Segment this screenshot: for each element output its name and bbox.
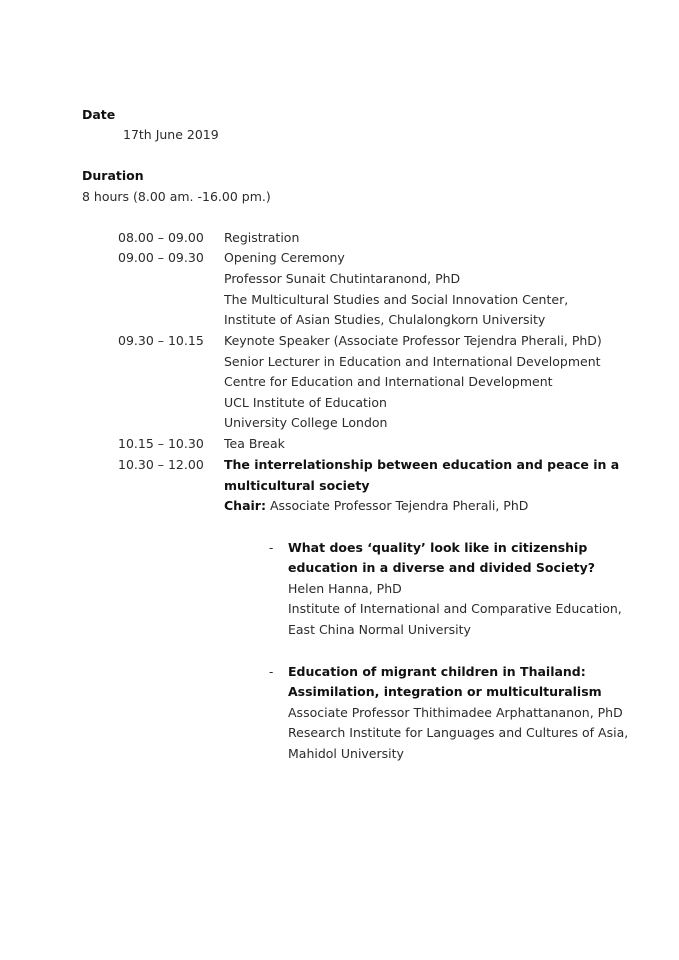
date-heading: Date [82,107,116,122]
schedule-item-registration: Registration [224,230,300,245]
schedule-time: 09.00 – 09.30 [118,250,204,265]
talk-title: What does ‘quality’ look like in citizenship [288,540,588,555]
talk-affiliation: East China Normal University [288,622,471,637]
talk-title: Education of migrant children in Thailand: [288,664,586,679]
talk-affiliation: Mahidol University [288,746,404,761]
schedule-line: Professor Sunait Chutintaranond, PhD [224,271,461,286]
talk-speaker: Associate Professor Thithimadee Arphattananon, PhD [288,705,623,720]
schedule-line: UCL Institute of Education [224,395,387,410]
talk-affiliation: Research Institute for Languages and Cultures of Asia, [288,725,629,740]
session-chair [224,498,528,514]
schedule-line: Centre for Education and International Development [224,374,553,389]
schedule-line: University College London [224,415,388,430]
talk-speaker: Helen Hanna, PhD [288,581,402,596]
schedule-line: Senior Lecturer in Education and International Development [224,354,601,369]
schedule-time: 10.15 – 10.30 [118,436,204,451]
session-title: multicultural society [224,478,370,493]
talk-bullet: - [269,665,274,679]
schedule-item-keynote: Keynote Speaker (Associate Professor Tejendra Pherali, PhD) [224,333,602,348]
schedule-line: Institute of Asian Studies, Chulalongkorn University [224,312,546,327]
schedule-time: 09.30 – 10.15 [118,333,204,348]
date-value: 17th June 2019 [123,127,219,142]
schedule-item-opening-ceremony: Opening Ceremony [224,250,345,265]
session-title: The interrelationship between education and peace in a [224,457,620,472]
schedule-time: 08.00 – 09.00 [118,230,204,245]
chair-label: Chair: [224,498,266,513]
chair-name: Associate Professor Tejendra Pherali, PhD [269,498,529,513]
talk-affiliation: Institute of International and Comparative Education, [288,601,622,616]
talk-title: education in a diverse and divided Society? [288,560,596,575]
schedule-line: The Multicultural Studies and Social Innovation Center, [224,292,569,307]
schedule-time: 10.30 – 12.00 [118,457,204,472]
duration-heading: Duration [82,168,144,183]
duration-value: 8 hours (8.00 am. -16.00 pm.) [82,189,271,204]
talk-bullet: - [269,541,274,555]
talk-title: Assimilation, integration or multiculturalism [288,684,602,699]
schedule-item-tea-break: Tea Break [224,436,285,451]
